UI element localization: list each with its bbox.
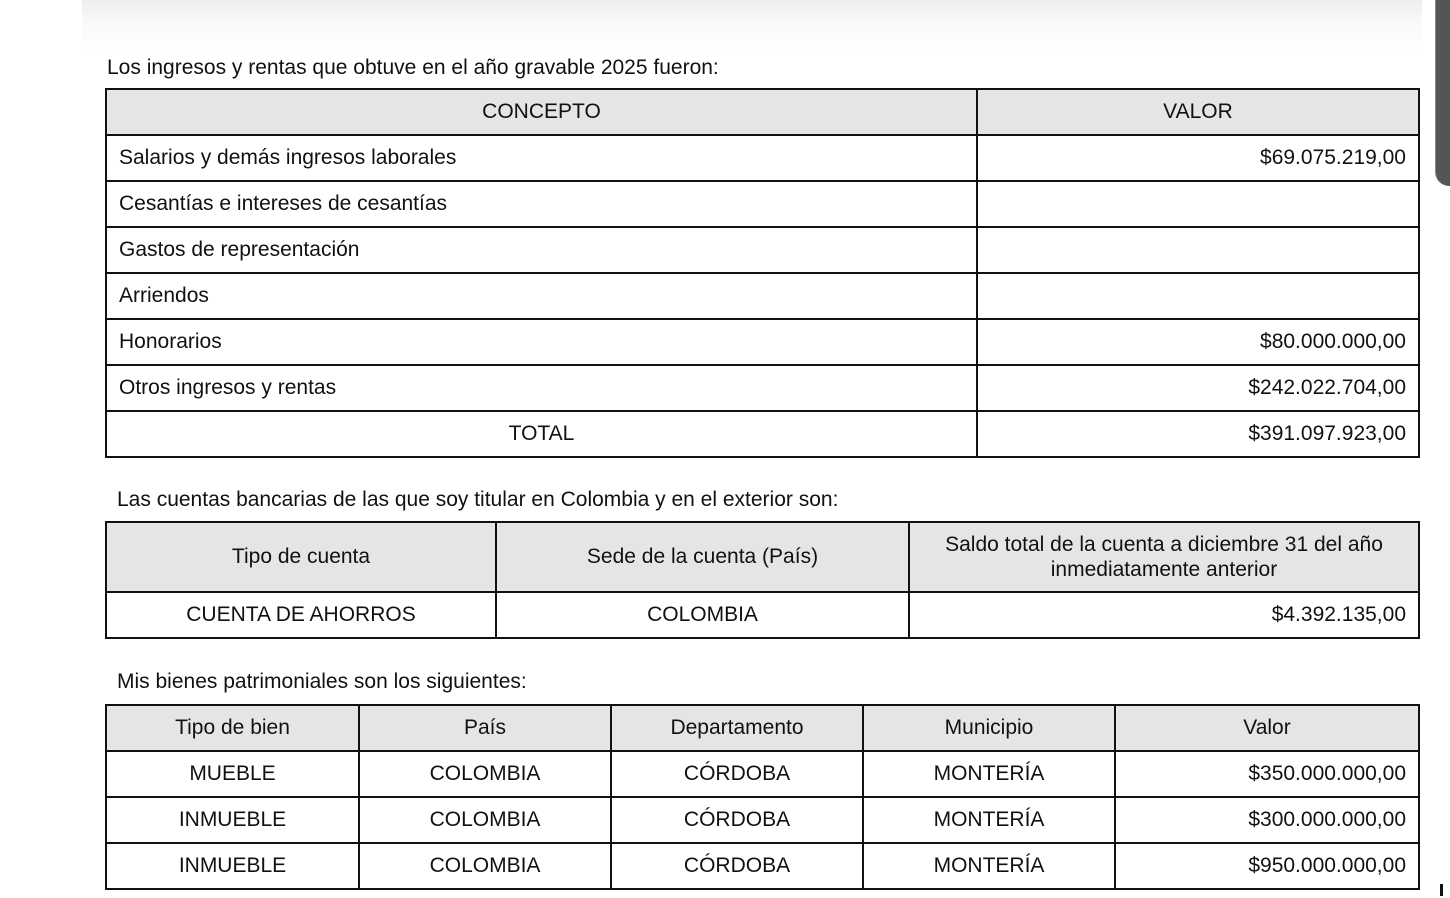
accounts-table: [105, 521, 1420, 639]
asset-department-cell: CÓRDOBA: [611, 843, 863, 889]
asset-type-cell: MUEBLE: [106, 751, 359, 797]
table-row: [106, 227, 1419, 273]
asset-country-cell: COLOMBIA: [359, 843, 611, 889]
table-row: [106, 843, 1419, 889]
account-type-cell: CUENTA DE AHORROS: [106, 592, 496, 638]
asset-type-cell: INMUEBLE: [106, 843, 359, 889]
asset-type-cell: INMUEBLE: [106, 797, 359, 843]
income-concept-cell: Honorarios: [106, 319, 977, 365]
asset-municipality-cell: MONTERÍA: [863, 751, 1115, 797]
table-row: [106, 797, 1419, 843]
assets-header-department: Departamento: [611, 705, 863, 751]
income-table: [105, 88, 1420, 458]
account-country-cell: COLOMBIA: [496, 592, 909, 638]
income-concept-cell: Salarios y demás ingresos laborales: [106, 135, 977, 181]
income-total-row: [106, 411, 1419, 457]
asset-municipality-cell: MONTERÍA: [863, 797, 1115, 843]
asset-value-cell: $950.000.000,00: [1115, 843, 1419, 889]
table-row: [106, 135, 1419, 181]
income-header-value: VALOR: [977, 89, 1419, 135]
income-value-cell: $69.075.219,00: [977, 135, 1419, 181]
income-concept-cell: Gastos de representación: [106, 227, 977, 273]
table-row: [106, 592, 1419, 638]
income-total-label: TOTAL: [106, 411, 977, 457]
income-value-cell: [977, 227, 1419, 273]
accounts-header-type: Tipo de cuenta: [106, 522, 496, 592]
text-cursor-icon: [1440, 884, 1443, 896]
income-caption: Los ingresos y rentas que obtuve en el año gravable 2025 fueron:: [107, 56, 719, 79]
accounts-header-row: [106, 522, 1419, 592]
table-row: [106, 365, 1419, 411]
table-row: [106, 181, 1419, 227]
income-total-value: $391.097.923,00: [977, 411, 1419, 457]
assets-header-value: Valor: [1115, 705, 1419, 751]
income-concept-cell: Arriendos: [106, 273, 977, 319]
asset-department-cell: CÓRDOBA: [611, 797, 863, 843]
income-value-cell: [977, 273, 1419, 319]
assets-header-country: País: [359, 705, 611, 751]
table-row: [106, 751, 1419, 797]
asset-country-cell: COLOMBIA: [359, 797, 611, 843]
income-value-cell: $80.000.000,00: [977, 319, 1419, 365]
scrollbar-thumb[interactable]: [1435, 0, 1450, 186]
page-top-shade: [82, 0, 1422, 50]
income-concept-cell: Otros ingresos y rentas: [106, 365, 977, 411]
account-balance-cell: $4.392.135,00: [909, 592, 1419, 638]
assets-caption: Mis bienes patrimoniales son los siguientes:: [117, 670, 527, 693]
table-row: [106, 273, 1419, 319]
asset-department-cell: CÓRDOBA: [611, 751, 863, 797]
assets-header-row: [106, 705, 1419, 751]
income-value-cell: $242.022.704,00: [977, 365, 1419, 411]
income-header-row: [106, 89, 1419, 135]
asset-country-cell: COLOMBIA: [359, 751, 611, 797]
assets-header-type: Tipo de bien: [106, 705, 359, 751]
asset-municipality-cell: MONTERÍA: [863, 843, 1115, 889]
income-header-concept: CONCEPTO: [106, 89, 977, 135]
accounts-header-balance: Saldo total de la cuenta a diciembre 31 del año inmediatamente anterior: [909, 522, 1419, 592]
accounts-header-country: Sede de la cuenta (País): [496, 522, 909, 592]
asset-value-cell: $300.000.000,00: [1115, 797, 1419, 843]
income-value-cell: [977, 181, 1419, 227]
assets-table: [105, 704, 1420, 890]
asset-value-cell: $350.000.000,00: [1115, 751, 1419, 797]
accounts-caption: Las cuentas bancarias de las que soy titular en Colombia y en el exterior son:: [117, 488, 839, 511]
income-concept-cell: Cesantías e intereses de cesantías: [106, 181, 977, 227]
table-row: [106, 319, 1419, 365]
assets-header-municipality: Municipio: [863, 705, 1115, 751]
